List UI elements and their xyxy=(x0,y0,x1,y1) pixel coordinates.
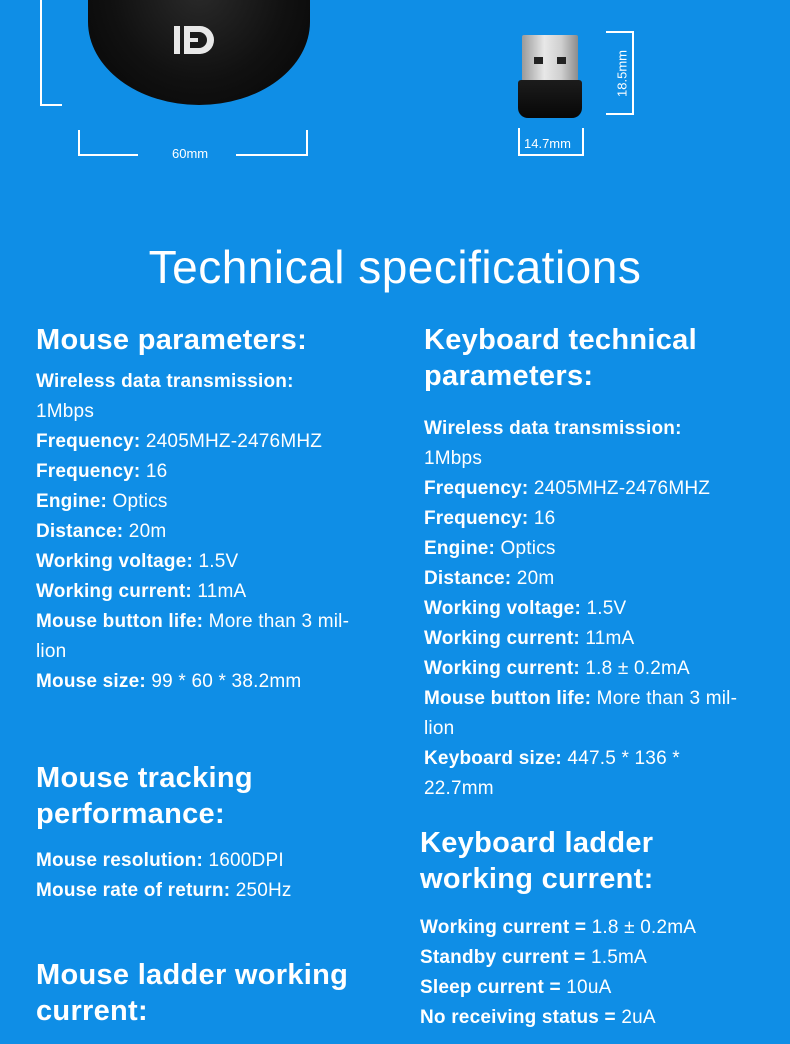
spec-label: Frequency: xyxy=(36,431,141,452)
spec-value: 20m xyxy=(123,521,167,542)
spec-line xyxy=(420,1003,780,1033)
spec-line xyxy=(424,414,784,444)
spec-label: Frequency: xyxy=(424,508,529,529)
spec-value: 2405MHZ-2476MHZ xyxy=(140,431,323,452)
spec-value: 20m xyxy=(511,568,555,589)
spec-value: 250Hz xyxy=(230,880,292,901)
spec-line xyxy=(424,594,784,624)
spec-label: Working current: xyxy=(36,581,192,602)
spec-line xyxy=(424,624,784,654)
spec-label: Distance: xyxy=(36,521,124,542)
spec-value: 2uA xyxy=(615,1007,656,1028)
keyboard-parameters-heading xyxy=(424,322,697,394)
spec-line xyxy=(36,487,396,517)
spec-value: 1.8 ± 0.2mA xyxy=(579,658,690,679)
spec-value: 16 xyxy=(140,461,168,482)
mouse-width-dim-line-right xyxy=(236,154,308,156)
spec-line xyxy=(424,684,784,714)
keyboard-ladder-heading xyxy=(420,825,654,897)
spec-line xyxy=(424,744,784,774)
spec-line xyxy=(424,714,784,744)
spec-label: Working current: xyxy=(424,628,580,649)
spec-label: Mouse size: xyxy=(36,671,146,692)
usb-receiver-image xyxy=(522,35,578,81)
spec-line xyxy=(424,654,784,684)
spec-label: Mouse rate of return: xyxy=(36,880,231,901)
spec-value: Optics xyxy=(495,538,556,559)
spec-value: More than 3 mil- xyxy=(203,611,350,632)
spec-value: 1.8 ± 0.2mA xyxy=(586,917,697,938)
keyboard-ladder-heading-line1: Keyboard ladder xyxy=(420,827,654,859)
spec-label: Mouse resolution: xyxy=(36,850,204,871)
spec-line xyxy=(36,547,396,577)
spec-label: Engine: xyxy=(36,491,108,512)
spec-label: Standby current = xyxy=(420,947,586,968)
mouse-width-dim-tick-right xyxy=(306,130,308,156)
spec-value: 11mA xyxy=(579,628,635,649)
spec-line xyxy=(424,474,784,504)
mouse-width-dim-line-left xyxy=(78,154,138,156)
usb-contact-hole-left xyxy=(534,57,543,64)
mouse-tracking-heading xyxy=(36,760,253,832)
dongle-height-dim-bottom xyxy=(606,113,634,115)
dongle-width-dim-left xyxy=(518,128,520,156)
spec-value: 10uA xyxy=(560,977,612,998)
spec-label: Frequency: xyxy=(36,461,141,482)
dongle-width-dim-line xyxy=(518,154,584,156)
spec-line xyxy=(36,607,396,637)
mouse-width-dim-tick-left xyxy=(78,130,80,156)
mouse-ladder-heading-line1: Mouse ladder working xyxy=(36,959,349,991)
spec-label: Working voltage: xyxy=(424,598,581,619)
spec-value: lion xyxy=(36,641,67,662)
spec-line xyxy=(424,534,784,564)
dongle-width-dim-right xyxy=(582,128,584,156)
spec-label: Mouse button life: xyxy=(36,611,204,632)
spec-line xyxy=(36,427,396,457)
spec-label: Working current: xyxy=(424,658,580,679)
spec-line xyxy=(36,397,396,427)
spec-label: Distance: xyxy=(424,568,512,589)
dongle-height-dim-top xyxy=(606,31,634,33)
spec-value: 1600DPI xyxy=(203,850,284,871)
mouse-ladder-heading-line2: current: xyxy=(36,995,148,1027)
keyboard-parameters-list xyxy=(424,414,784,804)
spec-line xyxy=(36,667,396,697)
spec-value: 1.5mA xyxy=(585,947,647,968)
spec-line xyxy=(420,913,780,943)
brand-logo-icon xyxy=(174,26,216,54)
page-title: Technical specifications xyxy=(148,241,642,293)
spec-line xyxy=(424,564,784,594)
spec-value: 1.5V xyxy=(580,598,627,619)
spec-label: Wireless data transmission: xyxy=(424,418,682,439)
spec-value: More than 3 mil- xyxy=(591,688,738,709)
spec-value: 99 * 60 * 38.2mm xyxy=(145,671,302,692)
mouse-ladder-heading xyxy=(36,957,348,1029)
keyboard-parameters-heading-line1: Keyboard technical xyxy=(424,324,697,356)
spec-value: 11mA xyxy=(191,581,247,602)
keyboard-ladder-list xyxy=(420,913,780,1033)
mouse-width-label: 60mm xyxy=(172,146,209,161)
spec-label: Keyboard size: xyxy=(424,748,562,769)
keyboard-ladder-heading-line2: working current: xyxy=(420,863,654,895)
spec-line xyxy=(36,457,396,487)
spec-line xyxy=(36,876,396,906)
spec-label: Frequency: xyxy=(424,478,529,499)
spec-value: lion xyxy=(424,718,455,739)
spec-label: Working voltage: xyxy=(36,551,193,572)
spec-label: No receiving status = xyxy=(420,1007,616,1028)
spec-line xyxy=(424,774,784,804)
dongle-width-label: 14.7mm xyxy=(524,136,571,151)
spec-value: Optics xyxy=(107,491,168,512)
spec-line xyxy=(36,367,396,397)
spec-label: Working current = xyxy=(420,917,587,938)
spec-value: 1Mbps xyxy=(424,448,483,469)
usb-receiver-body xyxy=(518,80,582,118)
spec-value: 1Mbps xyxy=(36,401,95,422)
spec-line xyxy=(36,846,396,876)
usb-contact-hole-right xyxy=(557,57,566,64)
spec-value: 16 xyxy=(528,508,556,529)
spec-line xyxy=(36,517,396,547)
mouse-tracking-list xyxy=(36,846,396,906)
spec-value: 447.5 * 136 * xyxy=(561,748,680,769)
spec-line xyxy=(424,504,784,534)
spec-label: Engine: xyxy=(424,538,496,559)
mouse-parameters-list xyxy=(36,367,396,697)
mouse-height-dim-line xyxy=(40,0,42,106)
spec-label: Wireless data transmission: xyxy=(36,371,294,392)
spec-line xyxy=(420,973,780,1003)
dongle-height-label: 18.5mm xyxy=(614,50,630,97)
spec-value: 2405MHZ-2476MHZ xyxy=(528,478,711,499)
spec-line xyxy=(420,943,780,973)
spec-value: 22.7mm xyxy=(424,778,494,799)
mouse-parameters-heading: Mouse parameters: xyxy=(36,324,308,356)
mouse-tracking-heading-line1: Mouse tracking xyxy=(36,762,253,794)
mouse-height-dim-tick xyxy=(40,104,62,106)
spec-value: 1.5V xyxy=(192,551,239,572)
dongle-height-dim-line xyxy=(632,31,634,115)
spec-label: Sleep current = xyxy=(420,977,561,998)
spec-label: Mouse button life: xyxy=(424,688,592,709)
spec-line xyxy=(424,444,784,474)
mouse-tracking-heading-line2: performance: xyxy=(36,798,225,830)
keyboard-parameters-heading-line2: parameters: xyxy=(424,360,594,392)
spec-line xyxy=(36,577,396,607)
spec-line xyxy=(36,637,396,667)
